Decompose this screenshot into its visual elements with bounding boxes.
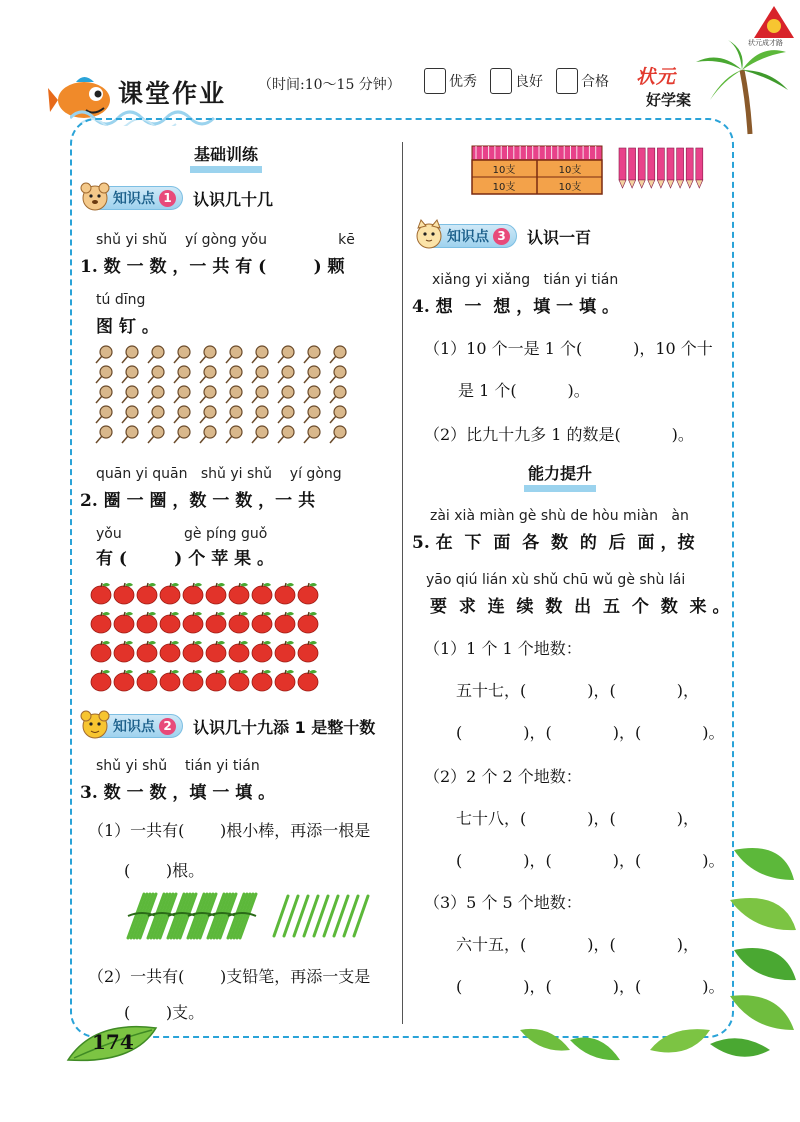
tiger-icon: [79, 709, 111, 741]
kp-badge: [84, 714, 183, 738]
pushpin-icon: [122, 386, 138, 403]
apple-icon: [183, 641, 203, 662]
q2-pinyin-2: yǒu gè píng guǒ: [96, 526, 268, 542]
pushpin-icon: [304, 346, 320, 363]
pushpin-icon: [96, 366, 112, 383]
pencil-icon: [638, 148, 645, 188]
side-leaves-icon: [724, 840, 800, 1040]
apple-icon: [137, 641, 157, 662]
pencil-icon: [686, 148, 693, 188]
pushpin-icon: [226, 346, 242, 363]
apple-icon: [229, 641, 249, 662]
stick-bundles: [124, 890, 374, 942]
pushpin-icon: [330, 406, 346, 423]
pushpin-icon: [96, 346, 112, 363]
q4-sub1-line1: （1）10 个一是 1 个( )，10 个十: [424, 339, 713, 358]
pencil-icon: [619, 148, 626, 188]
q5-part3-line2: ( )，( )，( )。: [456, 977, 725, 996]
pushpin-icon: [252, 406, 268, 423]
apple-icon: [160, 670, 180, 691]
apple-icon: [206, 670, 226, 691]
apple-icon: [298, 612, 318, 633]
pushpin-icon: [252, 386, 268, 403]
pushpin-icon: [252, 346, 268, 363]
brand-top: 状元: [636, 66, 677, 88]
apple-icon: [91, 670, 111, 691]
grade-label: 优秀: [449, 74, 477, 90]
kp-title: 认识几十几: [193, 189, 274, 209]
q1-text-2: 图 钉 。: [96, 317, 159, 337]
kp-label: 知识点: [447, 229, 489, 245]
q5-pinyin-1: zài xià miàn gè shù de hòu miàn àn: [430, 508, 689, 524]
pushpin-icon: [278, 406, 294, 423]
kp-number: 3: [493, 228, 510, 245]
section-advanced: [524, 464, 596, 483]
pushpin-icon: [148, 406, 164, 423]
apple-icon: [114, 612, 134, 633]
q5-part2-line2: ( )，( )，( )。: [456, 851, 725, 870]
grade-label: 良好: [515, 74, 543, 90]
page-number: 174: [92, 1030, 134, 1054]
apple-icon: [206, 612, 226, 633]
q5-part1-line2: ( )，( )，( )。: [456, 723, 725, 742]
q2-text-1: 2. 圈 一 圈 ，数 一 数 ，一 共: [80, 491, 316, 511]
pushpin-icon: [200, 426, 216, 443]
pushpin-icon: [174, 366, 190, 383]
pushpin-icon: [278, 386, 294, 403]
q3-sub2-line1: （2）一共有( )支铅笔，再添一支是: [88, 967, 371, 986]
pushpin-icon: [174, 406, 190, 423]
section-basic: [190, 145, 262, 164]
pushpin-icon: [252, 426, 268, 443]
apple-icon: [229, 612, 249, 633]
apple-icon: [252, 670, 272, 691]
pushpin-icon: [122, 406, 138, 423]
q1-pinyin-2: tú dīng: [96, 292, 146, 308]
apple-icon: [298, 583, 318, 604]
pushpin-icon: [148, 346, 164, 363]
apple-icon: [206, 583, 226, 604]
kp-label: 知识点: [113, 719, 155, 735]
grade-label: 合格: [581, 74, 609, 90]
apple-icon: [91, 641, 111, 662]
pushpin-icon: [122, 346, 138, 363]
q5-part2-label: （2）2 个 2 个地数：: [424, 767, 582, 786]
section-title: 基础训练: [190, 145, 262, 173]
pushpin-icon: [304, 366, 320, 383]
apple-icon: [252, 641, 272, 662]
apple-icon: [183, 670, 203, 691]
kp-badge: [84, 186, 183, 210]
q5-part1-label: （1）1 个 1 个地数：: [424, 639, 582, 658]
kp-badge: [418, 224, 517, 248]
apple-icon: [183, 612, 203, 633]
time-note: （时间:10～15 分钟）: [258, 77, 401, 93]
q5-part1-line1: 五十七，( )，( )，: [456, 681, 700, 700]
q2-text-2: 有 ( ) 个 苹 果 。: [96, 549, 275, 569]
pushpin-icon: [200, 366, 216, 383]
section-title: 能力提升: [524, 464, 596, 492]
box-label: 10支: [558, 182, 582, 193]
pushpin-icon: [96, 406, 112, 423]
apple-icon: [137, 583, 157, 604]
grade-checkbox[interactable]: [556, 68, 578, 94]
kp-title: 认识几十九添 1 是整十数: [193, 717, 376, 737]
grade-checkbox[interactable]: [424, 68, 446, 94]
q4-pinyin-1: xiǎng yi xiǎng tián yi tián: [432, 272, 619, 288]
pushpin-icon: [330, 426, 346, 443]
q5-text-2: 要 求 连 续 数 出 五 个 数 来 。: [430, 597, 730, 617]
kp-label: 知识点: [113, 191, 155, 207]
pushpin-icon: [122, 426, 138, 443]
pushpin-icon: [96, 426, 112, 443]
apple-icon: [229, 583, 249, 604]
pushpin-icon: [278, 346, 294, 363]
q5-pinyin-2: yāo qiú lián xù shǔ chū wǔ gè shù lái: [426, 572, 686, 588]
q1-text-1: 1. 数 一 数 ，一 共 有 ( ) 颗: [80, 257, 345, 277]
pushpin-icon: [226, 406, 242, 423]
apple-icon: [91, 612, 111, 633]
q5-part3-label: （3）5 个 5 个地数：: [424, 893, 582, 912]
q3-sub1-line2: ( )根。: [124, 861, 205, 880]
pushpin-icon: [148, 366, 164, 383]
apple-grid: [90, 580, 330, 696]
q4-sub2: （2）比九十九多 1 的数是( )。: [424, 425, 694, 444]
pushpin-icon: [330, 386, 346, 403]
corner-logo-text: 状元成才路: [748, 39, 783, 47]
apple-icon: [114, 641, 134, 662]
apple-icon: [298, 670, 318, 691]
pushpin-icon: [304, 386, 320, 403]
apple-icon: [91, 583, 111, 604]
pushpin-icon: [174, 346, 190, 363]
apple-icon: [114, 583, 134, 604]
kp-number: 1: [159, 190, 176, 207]
column-divider: [402, 142, 403, 1024]
pushpin-icon: [200, 346, 216, 363]
pushpin-icon: [330, 346, 346, 363]
pushpin-icon: [278, 366, 294, 383]
knowledge-point-3: [418, 224, 591, 248]
pushpin-icon: [330, 366, 346, 383]
q3-text-1: 3. 数 一 数 ，填 一 填 。: [80, 783, 276, 803]
apple-icon: [160, 641, 180, 662]
apple-icon: [252, 612, 272, 633]
apple-icon: [160, 612, 180, 633]
apple-icon: [275, 583, 295, 604]
apple-icon: [275, 670, 295, 691]
pencil-icon: [667, 148, 674, 188]
q2-pinyin-1: quān yi quān shǔ yi shǔ yí gòng: [96, 466, 342, 482]
apple-icon: [206, 641, 226, 662]
box-label: 10支: [492, 182, 516, 193]
pushpin-icon: [304, 406, 320, 423]
apple-icon: [114, 670, 134, 691]
box-label: 10支: [492, 165, 516, 176]
q5-part3-line1: 六十五，( )，( )，: [456, 935, 700, 954]
pushpin-icon: [148, 426, 164, 443]
loose-pencils: [618, 146, 708, 190]
kp-number: 2: [159, 718, 176, 735]
apple-icon: [275, 612, 295, 633]
pencil-icon: [677, 148, 684, 188]
header: [0, 0, 800, 130]
pushpin-icon: [148, 386, 164, 403]
corner-logo-icon: [752, 4, 796, 40]
apple-icon: [137, 670, 157, 691]
pushpin-icon: [174, 386, 190, 403]
pushpin-icon: [122, 366, 138, 383]
box-label: 10支: [558, 165, 582, 176]
q3-sub2-line2: ( )支。: [124, 1003, 205, 1022]
grade-excellent[interactable]: [424, 68, 477, 94]
apple-icon: [160, 583, 180, 604]
grade-good[interactable]: [490, 68, 543, 94]
pushpin-grid: [90, 344, 360, 450]
pencil-icon: [648, 148, 655, 188]
apple-icon: [137, 612, 157, 633]
apple-icon: [183, 583, 203, 604]
pencil-icon: [696, 148, 703, 188]
knowledge-point-2: [84, 714, 375, 738]
pencil-box: [470, 144, 606, 196]
apple-icon: [298, 641, 318, 662]
grade-checkbox[interactable]: [490, 68, 512, 94]
q5-part2-line1: 七十八，( )，( )，: [456, 809, 700, 828]
q4-text-1: 4. 想 一 想 ，填 一 填 。: [412, 297, 620, 317]
q5-text-1: 5. 在 下 面 各 数 的 后 面 ，按: [412, 533, 695, 553]
apple-icon: [252, 583, 272, 604]
q3-sub1-line1: （1）一共有( )根小棒，再添一根是: [88, 821, 371, 840]
apple-icon: [275, 641, 295, 662]
cat-icon: [413, 219, 445, 251]
page-title: 课堂作业: [118, 79, 227, 108]
apple-icon: [229, 670, 249, 691]
pushpin-icon: [96, 386, 112, 403]
pushpin-icon: [252, 366, 268, 383]
pushpin-icon: [226, 366, 242, 383]
pencil-icon: [657, 148, 664, 188]
q3-pinyin-1: shǔ yi shǔ tián yi tián: [96, 758, 260, 774]
pushpin-icon: [226, 426, 242, 443]
knowledge-point-1: [84, 186, 273, 210]
pushpin-icon: [200, 386, 216, 403]
pushpin-icon: [278, 426, 294, 443]
q1-pinyin-1: shǔ yi shǔ yí gòng yǒu kē: [96, 232, 355, 248]
pushpin-icon: [226, 386, 242, 403]
grade-pass[interactable]: [556, 68, 609, 94]
q4-sub1-line2: 是 1 个( )。: [458, 381, 590, 400]
kp-title: 认识一百: [527, 227, 592, 247]
pencil-icon: [629, 148, 636, 188]
pushpin-icon: [304, 426, 320, 443]
brand-bottom: 好学案: [646, 91, 692, 109]
pushpin-icon: [174, 426, 190, 443]
bear-icon: [79, 181, 111, 213]
pushpin-icon: [200, 406, 216, 423]
